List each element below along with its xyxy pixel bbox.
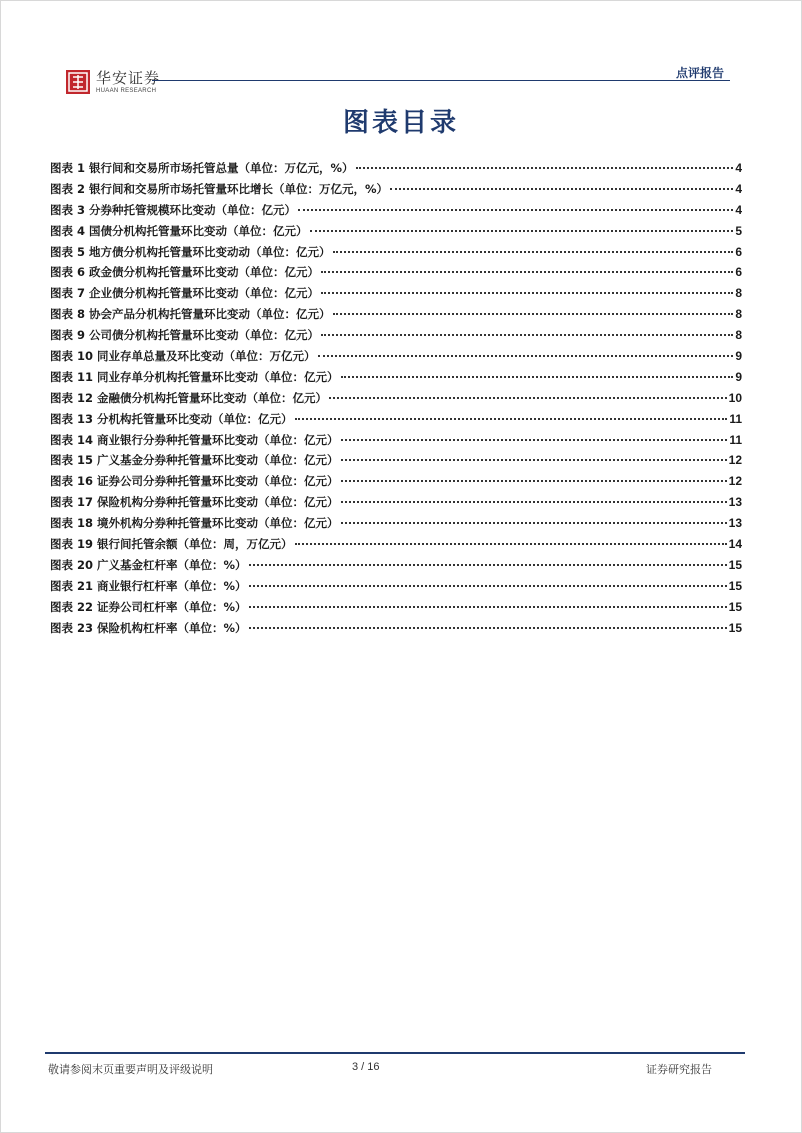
- toc-entry-label: 图表 11 同业存单分机构托管量环比变动（单位：亿元）: [50, 369, 339, 384]
- toc-entry-page: 12: [728, 474, 742, 489]
- toc-entry-label: 图表 4 国债分机构托管量环比变动（单位：亿元）: [50, 223, 308, 238]
- toc-entry[interactable]: [50, 452, 742, 473]
- toc-entry[interactable]: [50, 181, 742, 202]
- toc-entry-page: 13: [728, 516, 742, 531]
- footer-divider: [45, 1052, 745, 1054]
- toc-entry-label: 图表 13 分机构托管量环比变动（单位：亿元）: [50, 411, 293, 426]
- toc-entry-label: 图表 8 协会产品分机构托管量环比变动（单位：亿元）: [50, 307, 331, 322]
- toc-entry-label: 图表 3 分券种托管规模环比变动（单位：亿元）: [50, 202, 297, 217]
- toc-entry-page: 5: [735, 223, 742, 238]
- toc-entry-page: 13: [728, 495, 742, 510]
- toc-entry[interactable]: [50, 620, 742, 641]
- toc-dot-leader: [341, 459, 727, 461]
- toc-entry-label: 图表 14 商业银行分券种托管量环比变动（单位：亿元）: [50, 432, 339, 447]
- toc-dot-leader: [341, 480, 727, 482]
- toc-dot-leader: [341, 376, 734, 378]
- toc-entry-page: 8: [735, 328, 742, 343]
- toc-entry[interactable]: [50, 390, 742, 411]
- toc-entry-page: 11: [729, 411, 742, 426]
- toc-dot-leader: [321, 271, 733, 273]
- toc-dot-leader: [298, 209, 733, 211]
- toc-entry[interactable]: [50, 432, 742, 453]
- toc-entry[interactable]: [50, 348, 742, 369]
- toc-dot-leader: [318, 355, 734, 357]
- toc-entry-label: 图表 21 商业银行杠杆率（单位：%）: [50, 578, 247, 593]
- toc-entry-label: 图表 23 保险机构杠杆率（单位：%）: [50, 620, 247, 635]
- toc-entry-label: 图表 9 公司债分机构托管量环比变动（单位：亿元）: [50, 328, 320, 343]
- toc-dot-leader: [321, 292, 733, 294]
- toc-entry-label: 图表 7 企业债分机构托管量环比变动（单位：亿元）: [50, 286, 320, 301]
- toc-dot-leader: [333, 313, 734, 315]
- toc-entry[interactable]: [50, 536, 742, 557]
- footer-doc-type: 证券研究报告: [646, 1063, 712, 1076]
- toc-entry-page: 9: [735, 349, 742, 364]
- toc-entry-label: 图表 15 广义基金分券种托管量环比变动（单位：亿元）: [50, 453, 339, 468]
- toc-entry-page: 4: [735, 181, 742, 196]
- toc-entry[interactable]: [50, 369, 742, 390]
- toc-dot-leader: [310, 230, 734, 232]
- toc-entry[interactable]: [50, 160, 742, 181]
- toc-dot-leader: [295, 418, 728, 420]
- toc-entry[interactable]: [50, 244, 742, 265]
- toc-dot-leader: [249, 564, 727, 566]
- toc-entry-page: 10: [728, 390, 742, 405]
- brand-subtitle: HUAAN RESEARCH: [96, 88, 157, 94]
- toc-entry-label: 图表 6 政金债分机构托管量环比变动（单位：亿元）: [50, 265, 320, 280]
- toc-dot-leader: [249, 585, 727, 587]
- toc-entry-page: 15: [728, 578, 742, 593]
- toc-dot-leader: [341, 501, 727, 503]
- toc-dot-leader: [390, 188, 733, 190]
- toc-entry-page: 15: [728, 599, 742, 614]
- toc-entry[interactable]: [50, 411, 742, 432]
- footer-page-number: 3 / 16: [352, 1061, 380, 1073]
- toc-entry-page: 12: [728, 453, 742, 468]
- toc-entry[interactable]: [50, 202, 742, 223]
- toc-entry-label: 图表 12 金融债分机构托管量环比变动（单位：亿元）: [50, 390, 328, 405]
- toc-dot-leader: [329, 397, 727, 399]
- toc-entry[interactable]: [50, 285, 742, 306]
- toc-entry-label: 图表 22 证券公司杠杆率（单位：%）: [50, 599, 247, 614]
- toc-entry-label: 图表 18 境外机构分券种托管量环比变动（单位：亿元）: [50, 516, 339, 531]
- toc-dot-leader: [341, 522, 727, 524]
- report-type: 点评报告: [675, 66, 724, 80]
- toc-entry[interactable]: [50, 223, 742, 244]
- toc-dot-leader: [249, 627, 727, 629]
- toc-entry-page: 6: [735, 244, 742, 259]
- toc-entry[interactable]: [50, 578, 742, 599]
- toc-dot-leader: [356, 167, 734, 169]
- toc-entry-page: 8: [735, 286, 742, 301]
- toc-entry[interactable]: [50, 515, 742, 536]
- toc-entry-label: 图表 10 同业存单总量及环比变动（单位：万亿元）: [50, 349, 316, 364]
- toc-entry-page: 14: [728, 537, 742, 552]
- toc-entry-label: 图表 20 广义基金杠杆率（单位：%）: [50, 557, 247, 572]
- footer-disclaimer: 敬请参阅末页重要声明及评级说明: [48, 1063, 213, 1076]
- toc-entry-page: 4: [735, 161, 742, 175]
- header-divider: [152, 80, 730, 81]
- toc-entry-page: 9: [735, 369, 742, 384]
- toc-entry-page: 15: [728, 557, 742, 572]
- brand-name: 华安证券: [96, 69, 161, 87]
- toc-entry-label: 图表 1 银行间和交易所市场托管总量（单位：万亿元，%）: [50, 161, 354, 175]
- toc-dot-leader: [249, 606, 727, 608]
- toc-entry-label: 图表 17 保险机构分券种托管量环比变动（单位：亿元）: [50, 495, 339, 510]
- toc-entry-page: 8: [735, 307, 742, 322]
- toc-dot-leader: [295, 543, 727, 545]
- toc-entry-page: 15: [728, 620, 742, 635]
- toc-entry[interactable]: [50, 306, 742, 327]
- toc-entry-page: 11: [729, 432, 742, 447]
- toc-entry[interactable]: [50, 494, 742, 515]
- toc-entry[interactable]: [50, 473, 742, 494]
- toc-entry-label: 图表 2 银行间和交易所市场托管量环比增长（单位：万亿元，%）: [50, 181, 389, 196]
- toc-entry-label: 图表 5 地方债分机构托管量环比变动动（单位：亿元）: [50, 244, 331, 259]
- page-title: 图表目录: [342, 108, 459, 138]
- toc-entry-page: 6: [735, 265, 742, 280]
- toc-entry[interactable]: [50, 327, 742, 348]
- toc-dot-leader: [333, 251, 734, 253]
- toc-entry-label: 图表 16 证券公司分券种托管量环比变动（单位：亿元）: [50, 474, 339, 489]
- toc-entry-label: 图表 19 银行间托管余额（单位：周，万亿元）: [50, 537, 293, 552]
- figure-list: [50, 160, 742, 640]
- toc-entry[interactable]: [50, 264, 742, 285]
- toc-dot-leader: [341, 439, 728, 441]
- toc-entry[interactable]: [50, 599, 742, 620]
- toc-entry[interactable]: [50, 557, 742, 578]
- toc-entry-page: 4: [735, 202, 742, 217]
- toc-dot-leader: [321, 334, 733, 336]
- huaan-logo-icon: [66, 70, 90, 94]
